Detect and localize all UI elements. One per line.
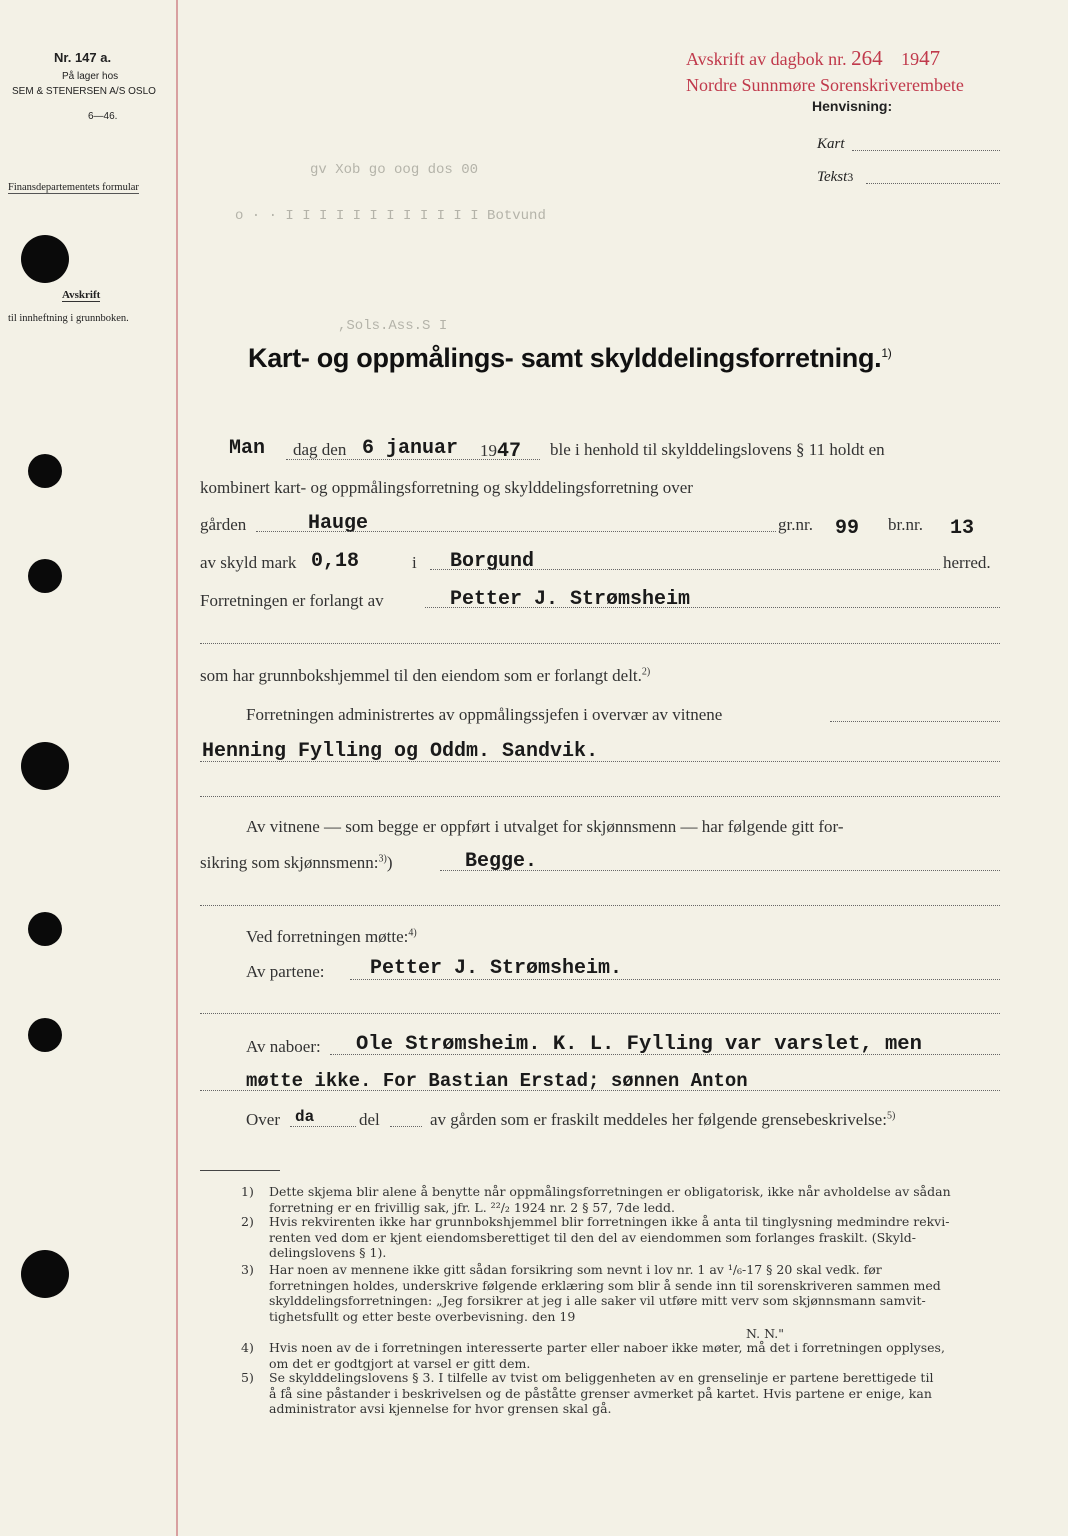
- boundary-line: [430, 1110, 895, 1130]
- print-date: 6—46.: [88, 111, 118, 122]
- attended-label-text: Ved forretningen møtte:: [246, 927, 409, 946]
- footnote-line: Hvis noen av de i forretningen interesserte parter eller naboer ikke møter, må det i forretningen opplyses,: [269, 1340, 945, 1355]
- year-value: 47: [497, 440, 522, 463]
- oath-line2-text: sikring som skjønnsmenn:: [200, 853, 379, 872]
- office-stamp: Nordre Sunnmøre Sorenskriverembete: [686, 75, 964, 95]
- map-line: [852, 150, 1000, 151]
- punch-hole: [21, 742, 69, 790]
- municipality-line: [430, 569, 940, 570]
- herred-label: herred.: [943, 553, 991, 572]
- attended-label: [246, 927, 417, 947]
- text-label-word: Tekst: [817, 169, 848, 185]
- requested-line: [425, 607, 1000, 608]
- blank-line: [200, 1013, 1000, 1014]
- footnote-line: Har noen av mennene ikke gitt sådan forsikring som nevnt i lov nr. 1 av ¹/₆-17 § 20 skal vedk. før: [269, 1262, 882, 1277]
- intro-line2: kombinert kart- og oppmålingsforretning og skylddelingsforretning over: [200, 478, 693, 497]
- footnote-line: tighetsfullt og etter beste overbevisning. den 19: [269, 1308, 576, 1324]
- neighbours-label: Av naboer:: [246, 1037, 321, 1056]
- text-line: [866, 183, 1000, 184]
- oath-line1: Av vitnene — som begge er oppført i utvalget for skjønnsmenn — har følgende gitt for-: [246, 817, 844, 836]
- footnote: [241, 1340, 945, 1371]
- farm-label: gården: [200, 515, 247, 534]
- footnote-line: Hvis rekvirenten ikke har grunnbokshjemmel blir forretningen ikke å anta til tinglysning medmindre rekvi-: [269, 1214, 950, 1229]
- title-note: 1): [881, 346, 892, 360]
- witnesses-value: Henning Fylling og Oddm. Sandvik.: [202, 740, 599, 763]
- municipality-value: Borgund: [450, 550, 535, 573]
- punch-hole: [28, 559, 62, 593]
- blank-line: [200, 796, 1000, 797]
- margin-rule: [176, 0, 178, 1536]
- bleed-through: gv Xob go oog dos 00: [310, 162, 479, 178]
- attended-note: 4): [408, 927, 417, 939]
- footnote-number: 2): [241, 1214, 254, 1229]
- brnr-value: 13: [950, 517, 975, 540]
- over-value: da: [295, 1108, 315, 1126]
- year-prefix-value: 19: [480, 441, 497, 460]
- over-label: Over: [246, 1110, 280, 1129]
- parties-line: [350, 979, 1000, 980]
- footnote-line: N. N.": [746, 1326, 784, 1341]
- text-label: [817, 169, 853, 186]
- admin-line: Forretningen administrertes av oppmålingssjefen i overvær av vitnene: [246, 705, 723, 724]
- year-prefix: 19: [901, 49, 920, 69]
- journal-prefix: Avskrift av dagbok nr.: [686, 49, 847, 69]
- footnote-line: Dette skjema blir alene å benytte når oppmålingsforretningen er obligatorisk, ikke når avholdelse av sådan: [269, 1184, 951, 1199]
- reference-label: Henvisning:: [812, 98, 893, 114]
- journal-stamp: [686, 46, 940, 71]
- footnote-line: delingslovens § 1).: [269, 1245, 387, 1260]
- punch-hole: [21, 1250, 69, 1298]
- i-label: i: [412, 553, 417, 572]
- neighbours-line1: Ole Strømsheim. K. L. Fylling var varslet, men: [356, 1033, 922, 1056]
- form-number: Nr. 147 a.: [54, 50, 112, 65]
- parties-label: Av partene:: [246, 962, 325, 981]
- footnote-line: Se skylddelingslovens § 3. I tilfelle av tvist om beliggenheten av en grenselinje er partene berettigede til: [269, 1370, 934, 1385]
- page-title: [248, 343, 891, 374]
- grnr-label: gr.nr.: [778, 515, 813, 534]
- bleed-through: o · · I I I I I I I I I I I I Botvund: [235, 208, 546, 224]
- footnote-separator: [200, 1170, 280, 1171]
- neighbours-line2: møtte ikke. For Bastian Erstad; sønnen Anton: [246, 1070, 748, 1092]
- publisher-line1: På lager hos: [62, 71, 119, 82]
- footnote-number: 1): [241, 1184, 254, 1199]
- del-line: [390, 1126, 422, 1127]
- skyld-value: 0,18: [311, 550, 360, 573]
- map-label: Kart: [817, 136, 845, 152]
- journal-number: 264: [851, 46, 883, 70]
- over-line: [290, 1126, 356, 1127]
- neighbours-line2-fill: [200, 1090, 1000, 1091]
- oath-line-fill: [440, 870, 1000, 871]
- oath-note: 3): [378, 853, 387, 865]
- oath-value: Begge.: [465, 850, 538, 873]
- footnote-number: 4): [241, 1340, 254, 1355]
- publisher-line2: SEM & STENERSEN A/S OSLO: [12, 86, 156, 97]
- text-value: 3: [847, 170, 854, 184]
- form-type: Finansdepartementets formular: [8, 182, 139, 193]
- requested-by-value: Petter J. Strømsheim: [450, 588, 691, 611]
- footnote-line: forretningen holdes, underskrive følgende erklæring som blir å sende inn til sorenskriveren sammen med: [269, 1277, 941, 1293]
- copy-note: til innheftning i grunnboken.: [8, 313, 129, 324]
- boundary-note: 5): [886, 1110, 896, 1122]
- day-line: [286, 459, 540, 460]
- neighbours-line1-fill: [330, 1054, 1000, 1055]
- footnote: [241, 1370, 934, 1417]
- footnote: [241, 1262, 941, 1324]
- boundary-line-text: av gården som er fraskilt meddeles her følgende grensebeskrivelse:: [430, 1110, 887, 1129]
- requested-label: Forretningen er forlangt av: [200, 591, 384, 610]
- footnote-line: å få sine påstander i beskrivelsen og de påståtte grenser avmerket på kartet. Hvis partene er enige, kan: [269, 1385, 932, 1401]
- date-value: 6 januar: [362, 437, 459, 460]
- punch-hole: [28, 912, 62, 946]
- copy-label: Avskrift: [62, 289, 101, 301]
- footnote-number: 5): [241, 1370, 254, 1385]
- admin-line-fill: [830, 721, 1000, 722]
- del-label: del: [359, 1110, 380, 1129]
- footnote-line: administrator avsi kjennelse for hvor grensen skal gå.: [269, 1401, 612, 1416]
- footnote-line: forretning er en frivillig sak, jfr. L. ²²/₂ 1924 nr. 2 § 57, 7de ledd.: [269, 1199, 675, 1215]
- weekday-value: Man: [229, 437, 266, 460]
- title-holder: [200, 666, 650, 686]
- footnote-line: skylddelingsforretningen: „Jeg forsikrer at jeg i alle saker vil utføre mitt verv som skjønnsmann samvit-: [269, 1293, 926, 1308]
- farm-name-value: Hauge: [308, 512, 369, 535]
- punch-hole: [21, 235, 69, 283]
- intro-rest: ble i henhold til skylddelingslovens § 11 holdt en: [550, 440, 885, 459]
- bleed-through: ,Sols.Ass.S I: [338, 318, 448, 334]
- witnesses-line: [200, 761, 1000, 762]
- title-holder-text: som har grunnbokshjemmel til den eiendom som er forlangt delt.: [200, 666, 642, 685]
- punch-hole: [28, 1018, 62, 1052]
- punch-hole: [28, 454, 62, 488]
- brnr-label: br.nr.: [888, 515, 923, 534]
- title-holder-note: 2): [641, 666, 651, 678]
- page-title-text: Kart- og oppmålings- samt skylddelingsforretning.: [248, 343, 882, 373]
- parties-value: Petter J. Strømsheim.: [370, 957, 623, 980]
- footnote-line: renten ved dom er kjent eiendomsberettiget til den del av eiendommen som forlanges fraskilt. (Skyld-: [269, 1229, 917, 1245]
- footnote-line: om det er godtgjort at varsel er gitt dem.: [269, 1355, 531, 1371]
- blank-line: [200, 643, 1000, 644]
- blank-line: [200, 905, 1000, 906]
- farm-line: [256, 531, 776, 532]
- footnote: [241, 1214, 950, 1261]
- year-suffix: 47: [919, 46, 941, 70]
- oath-line2: sikring som skjønnsmenn:$^{3)}$): [200, 853, 393, 872]
- day-label: dag den: [293, 440, 347, 459]
- grnr-value: 99: [835, 517, 860, 540]
- footnote: [241, 1184, 951, 1215]
- skyld-label: av skyld mark: [200, 553, 297, 572]
- footnote-number: 3): [241, 1262, 254, 1277]
